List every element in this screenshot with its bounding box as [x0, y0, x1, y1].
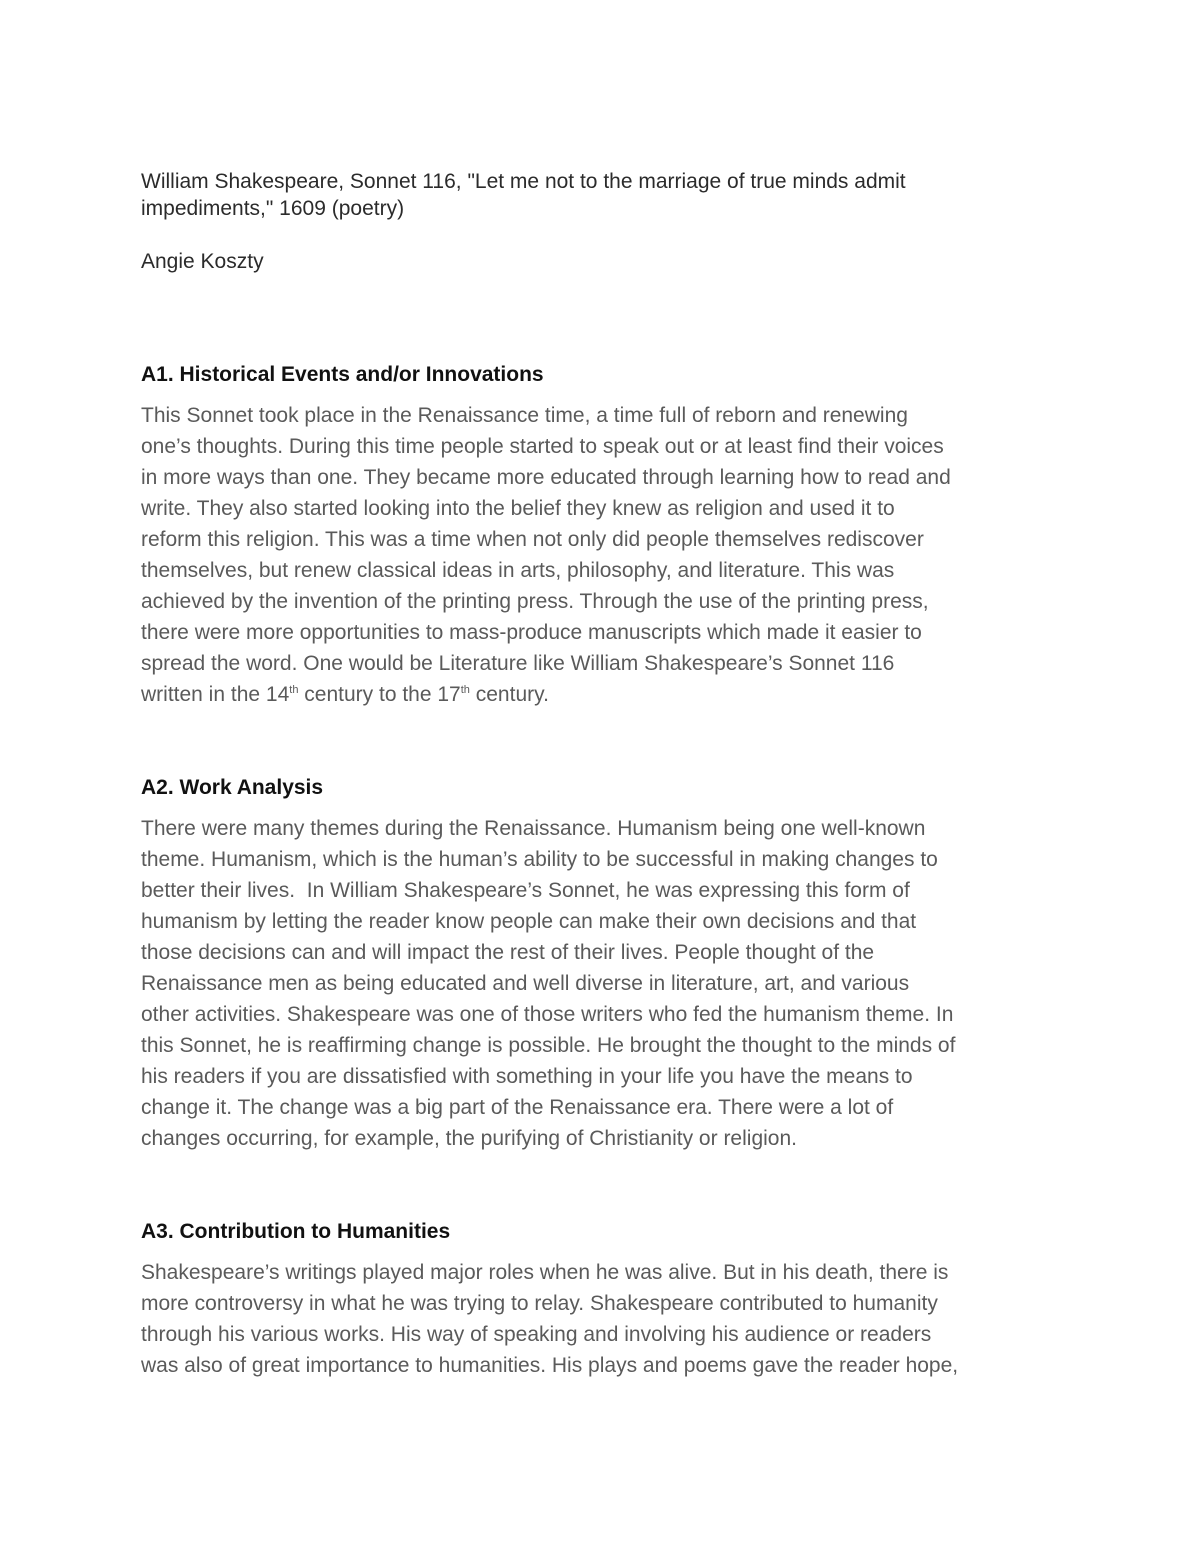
title-line-1: William Shakespeare, Sonnet 116, "Let me not to the marriage of true minds admit [141, 170, 906, 193]
body-line: his readers if you are dissatisfied with something in your life you have the means to [141, 1065, 913, 1088]
body-line: those decisions can and will impact the rest of their lives. People thought of the [141, 941, 875, 964]
ordinal-suffix: th [289, 684, 299, 696]
body-line: spread the word. One would be Literature like William Shakespeare’s Sonnet 116 [141, 652, 895, 675]
body-line: Shakespeare’s writings played major roles when he was alive. But in his death, there is [141, 1261, 949, 1284]
body-line: changes occurring, for example, the purifying of Christianity or religion. [141, 1127, 797, 1150]
body-line: theme. Humanism, which is the human’s ability to be successful in making changes to [141, 848, 938, 871]
body-line: change it. The change was a big part of the Renaissance era. There were a lot of [141, 1096, 894, 1119]
section-heading-a1: A1. Historical Events and/or Innovations [141, 363, 544, 386]
body-line: humanism by letting the reader know people can make their own decisions and that [141, 910, 917, 933]
body-line: more controversy in what he was trying to relay. Shakespeare contributed to humanity [141, 1292, 938, 1315]
body-line: through his various works. His way of speaking and involving his audience or readers [141, 1323, 932, 1346]
body-text-fragment: century. [469, 683, 549, 706]
body-line: better their lives. In William Shakespeare’s Sonnet, he was expressing this form of [141, 879, 910, 902]
body-line: there were more opportunities to mass-produce manuscripts which made it easier to [141, 621, 922, 644]
section-body-a1 [141, 400, 1071, 710]
body-line: This Sonnet took place in the Renaissance time, a time full of reborn and renewing [141, 404, 908, 427]
body-line: one’s thoughts. During this time people started to speak out or at least find their voices [141, 435, 944, 458]
body-line: in more ways than one. They became more educated through learning how to read and [141, 466, 951, 489]
body-line-last [141, 683, 549, 706]
body-line: achieved by the invention of the printing press. Through the use of the printing press, [141, 590, 929, 613]
ordinal-suffix: th [460, 684, 470, 696]
body-line: There were many themes during the Renaissance. Humanism being one well-known [141, 817, 926, 840]
body-line: other activities. Shakespeare was one of those writers who fed the humanism theme. In [141, 1003, 954, 1026]
section-body-a2 [141, 813, 1071, 1154]
body-text-fragment: written in the 14 [141, 683, 290, 706]
body-line: Renaissance men as being educated and well diverse in literature, art, and various [141, 972, 910, 995]
section-heading-a3: A3. Contribution to Humanities [141, 1220, 451, 1243]
body-line: themselves, but renew classical ideas in arts, philosophy, and literature. This was [141, 559, 895, 582]
section-body-a3 [141, 1257, 1071, 1381]
body-line: reform this religion. This was a time when not only did people themselves rediscover [141, 528, 924, 551]
document-title [141, 168, 1071, 222]
section-heading-a2: A2. Work Analysis [141, 776, 324, 799]
document-content [141, 168, 1071, 1381]
body-text-fragment: century to the 17 [298, 683, 461, 706]
body-line: this Sonnet, he is reaffirming change is possible. He brought the thought to the minds of [141, 1034, 956, 1057]
body-line: write. They also started looking into the belief they knew as religion and used it to [141, 497, 895, 520]
body-line: was also of great importance to humanities. His plays and poems gave the reader hope, [141, 1354, 959, 1377]
author-name: Angie Koszty [141, 250, 264, 273]
title-line-2: impediments," 1609 (poetry) [141, 197, 405, 220]
